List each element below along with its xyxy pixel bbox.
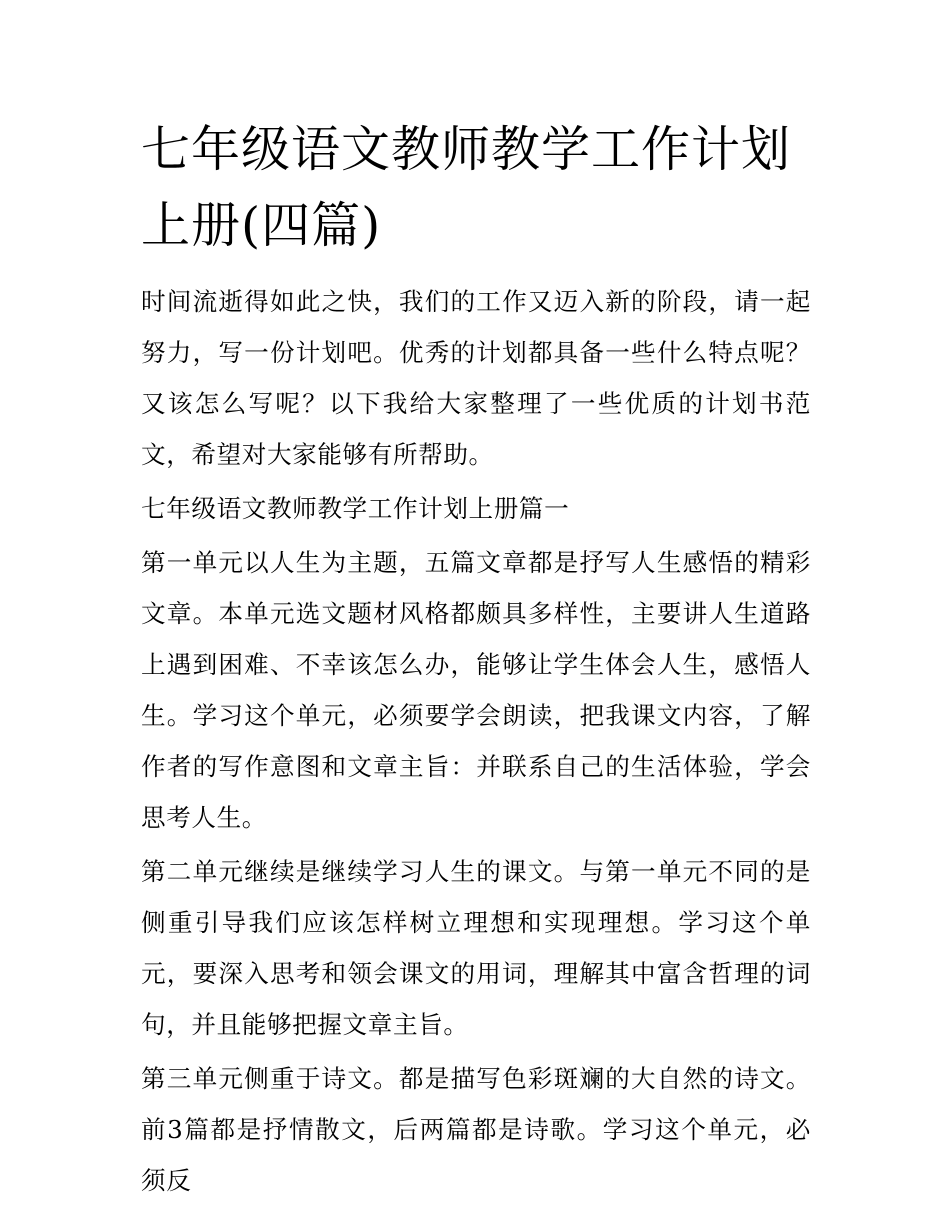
document-body xyxy=(141,276,811,1209)
unit-two-paragraph: 第二单元继续是继续学习人生的课文。与第一单元不同的是侧重引导我们应该怎样树立理想和实现理想。学习这个单元，要深入思考和领会课文的用词，理解其中富含哲理的词句，并且能够把握文章主旨。 xyxy=(141,857,811,1039)
unit-three-paragraph: 第三单元侧重于诗文。都是描写色彩斑斓的大自然的诗文。前3篇都是抒情散文，后两篇都是诗歌。学习这个单元，必须反 xyxy=(141,1064,811,1195)
unit-one-paragraph: 第一单元以人生为主题，五篇文章都是抒写人生感悟的精彩文章。本单元选文题材风格都颇具多样性，主要讲人生道路上遇到困难、不幸该怎么办，能够让学生体会人生，感悟人生。学习这个单元，必须要学会朗读，把我课文内容，了解作者的写作意图和文章主旨：并联系自己的生活体验，学会思考人生。 xyxy=(141,548,811,832)
intro-paragraph: 时间流逝得如此之快，我们的工作又迈入新的阶段，请一起努力，写一份计划吧。优秀的计划都具备一些什么特点呢？又该怎么写呢？以下我给大家整理了一些优质的计划书范文，希望对大家能够有所帮助。 xyxy=(141,287,811,469)
document-title: 七年级语文教师教学工作计划上册(四篇) xyxy=(141,121,792,254)
section-heading: 七年级语文教师教学工作计划上册篇一 xyxy=(141,494,570,523)
